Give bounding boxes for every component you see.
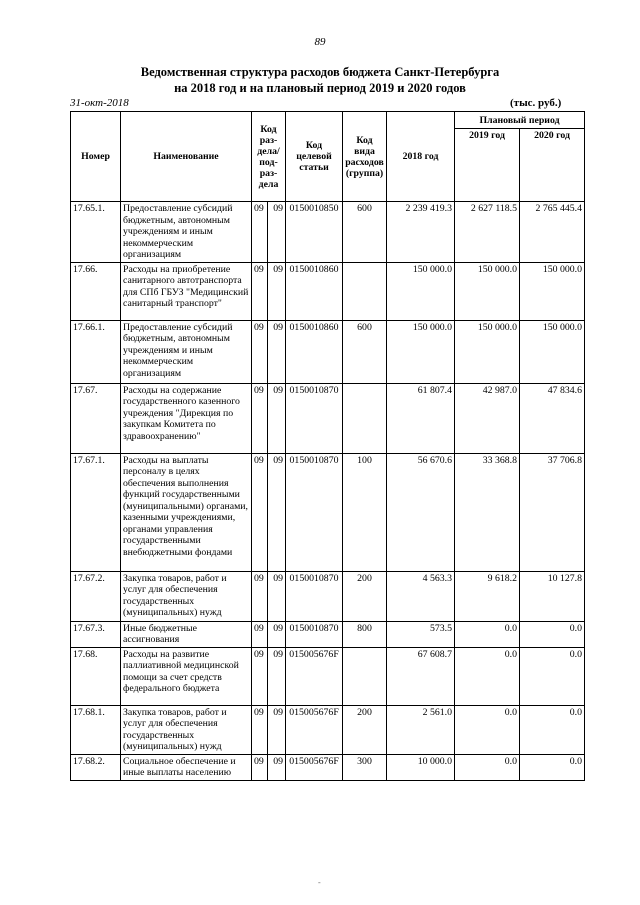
cell-expense: 600 [343, 202, 387, 263]
table-body [71, 202, 585, 781]
cell-target: 0150010860 [286, 320, 343, 383]
cell-name: Иные бюджетные ассигнования [121, 621, 252, 647]
cell-2019: 150 000.0 [455, 320, 520, 383]
cell-expense: 300 [343, 754, 387, 780]
cell-2019: 2 627 118.5 [455, 202, 520, 263]
cell-2018: 150 000.0 [387, 262, 455, 320]
cell-subsection: 09 [268, 383, 286, 453]
cell-2018: 67 608.7 [387, 647, 455, 705]
cell-section: 09 [252, 202, 268, 263]
cell-name: Расходы на развитие паллиативной медицинской помощи за счет средств федерального бюджета [121, 647, 252, 705]
table-row [71, 647, 585, 705]
header-2020: 2020 год [520, 129, 585, 202]
cell-2020: 47 834.6 [520, 383, 585, 453]
cell-expense: 200 [343, 571, 387, 621]
cell-section: 09 [252, 754, 268, 780]
header-name: Наименование [121, 112, 252, 202]
cell-number: 17.67. [71, 383, 121, 453]
cell-subsection: 09 [268, 262, 286, 320]
cell-number: 17.67.3. [71, 621, 121, 647]
cell-target: 0150010870 [286, 383, 343, 453]
cell-subsection: 09 [268, 320, 286, 383]
cell-2019: 42 987.0 [455, 383, 520, 453]
cell-expense [343, 262, 387, 320]
title-line-1: Ведомственная структура расходов бюджета Санкт-Петербурга [140, 65, 500, 79]
table-row [71, 383, 585, 453]
cell-expense: 800 [343, 621, 387, 647]
cell-number: 17.66.1. [71, 320, 121, 383]
header-plan-period: Плановый период [455, 112, 585, 129]
cell-2020: 0.0 [520, 621, 585, 647]
cell-2020: 150 000.0 [520, 262, 585, 320]
cell-number: 17.68. [71, 647, 121, 705]
cell-name: Предоставление субсидий бюджетным, автономным учреждениям и иным некоммерческим организациям [121, 202, 252, 263]
cell-number: 17.67.1. [71, 453, 121, 571]
cell-2020: 37 706.8 [520, 453, 585, 571]
cell-2018: 2 561.0 [387, 705, 455, 754]
cell-2020: 10 127.8 [520, 571, 585, 621]
cell-2020: 0.0 [520, 647, 585, 705]
header-number: Номер [71, 112, 121, 202]
cell-expense [343, 383, 387, 453]
cell-section: 09 [252, 320, 268, 383]
cell-2020: 150 000.0 [520, 320, 585, 383]
cell-number: 17.68.2. [71, 754, 121, 780]
cell-2018: 10 000.0 [387, 754, 455, 780]
budget-table [70, 111, 585, 781]
cell-number: 17.66. [71, 262, 121, 320]
table-row [71, 705, 585, 754]
table-row [71, 202, 585, 263]
cell-2020: 2 765 445.4 [520, 202, 585, 263]
cell-2018: 4 563.3 [387, 571, 455, 621]
cell-2018: 2 239 419.3 [387, 202, 455, 263]
cell-section: 09 [252, 647, 268, 705]
cell-section: 09 [252, 383, 268, 453]
cell-name: Расходы на выплаты персоналу в целях обеспечения выполнения функций государственными (муниципальными) органами, казенными учреждениями, органами управления государственными внебюджетными фондами [121, 453, 252, 571]
page-number: 89 [314, 36, 326, 48]
cell-name: Закупка товаров, работ и услуг для обеспечения государственных (муниципальных) нужд [121, 705, 252, 754]
cell-subsection: 09 [268, 453, 286, 571]
cell-section: 09 [252, 262, 268, 320]
cell-subsection: 09 [268, 647, 286, 705]
cell-2020: 0.0 [520, 754, 585, 780]
header-section: Код раз- дела/ под- раз- дела [252, 112, 286, 202]
cell-target: 0150010870 [286, 571, 343, 621]
cell-2019: 9 618.2 [455, 571, 520, 621]
cell-number: 17.65.1. [71, 202, 121, 263]
cell-2019: 150 000.0 [455, 262, 520, 320]
header-expense: Код вида расходов (группа) [343, 112, 387, 202]
title-line-2: на 2018 год и на плановый период 2019 и 2020 годов [174, 81, 466, 95]
cell-2019: 0.0 [455, 754, 520, 780]
cell-name: Социальное обеспечение и иные выплаты населению [121, 754, 252, 780]
units-label: (тыс. руб.) [510, 97, 562, 109]
cell-name: Расходы на содержание государственного казенного учреждения "Дирекция по закупкам Комитета по здравоохранению" [121, 383, 252, 453]
header-2019: 2019 год [455, 129, 520, 202]
scan-mark: - [318, 878, 321, 887]
cell-2018: 61 807.4 [387, 383, 455, 453]
cell-subsection: 09 [268, 754, 286, 780]
cell-section: 09 [252, 571, 268, 621]
cell-section: 09 [252, 621, 268, 647]
cell-section: 09 [252, 453, 268, 571]
cell-subsection: 09 [268, 571, 286, 621]
cell-target: 015005676F [286, 754, 343, 780]
cell-expense: 100 [343, 453, 387, 571]
cell-target: 0150010870 [286, 453, 343, 571]
cell-2020: 0.0 [520, 705, 585, 754]
cell-name: Предоставление субсидий бюджетным, автономным учреждениям и иным некоммерческим организациям [121, 320, 252, 383]
table-row [71, 320, 585, 383]
cell-2018: 573.5 [387, 621, 455, 647]
cell-subsection: 09 [268, 705, 286, 754]
document-date: 31-окт-2018 [70, 97, 129, 109]
cell-name: Закупка товаров, работ и услуг для обеспечения государственных (муниципальных) нужд [121, 571, 252, 621]
cell-section: 09 [252, 705, 268, 754]
cell-name: Расходы на приобретение санитарного автотранспорта для СПб ГБУЗ "Медицинский санитарный транспорт" [121, 262, 252, 320]
header-2018: 2018 год [387, 112, 455, 202]
cell-target: 0150010850 [286, 202, 343, 263]
cell-2019: 33 368.8 [455, 453, 520, 571]
cell-subsection: 09 [268, 621, 286, 647]
cell-2018: 56 670.6 [387, 453, 455, 571]
cell-subsection: 09 [268, 202, 286, 263]
table-row [71, 453, 585, 571]
cell-expense: 200 [343, 705, 387, 754]
table-row [71, 262, 585, 320]
cell-expense [343, 647, 387, 705]
cell-target: 0150010860 [286, 262, 343, 320]
table-row [71, 571, 585, 621]
cell-2019: 0.0 [455, 621, 520, 647]
table-row [71, 754, 585, 780]
cell-2019: 0.0 [455, 705, 520, 754]
cell-2019: 0.0 [455, 647, 520, 705]
cell-number: 17.68.1. [71, 705, 121, 754]
cell-target: 015005676F [286, 647, 343, 705]
cell-target: 015005676F [286, 705, 343, 754]
table-row [71, 621, 585, 647]
document-title [0, 64, 640, 96]
header-target: Код целевой статьи [286, 112, 343, 202]
cell-2018: 150 000.0 [387, 320, 455, 383]
cell-expense: 600 [343, 320, 387, 383]
cell-target: 0150010870 [286, 621, 343, 647]
cell-number: 17.67.2. [71, 571, 121, 621]
